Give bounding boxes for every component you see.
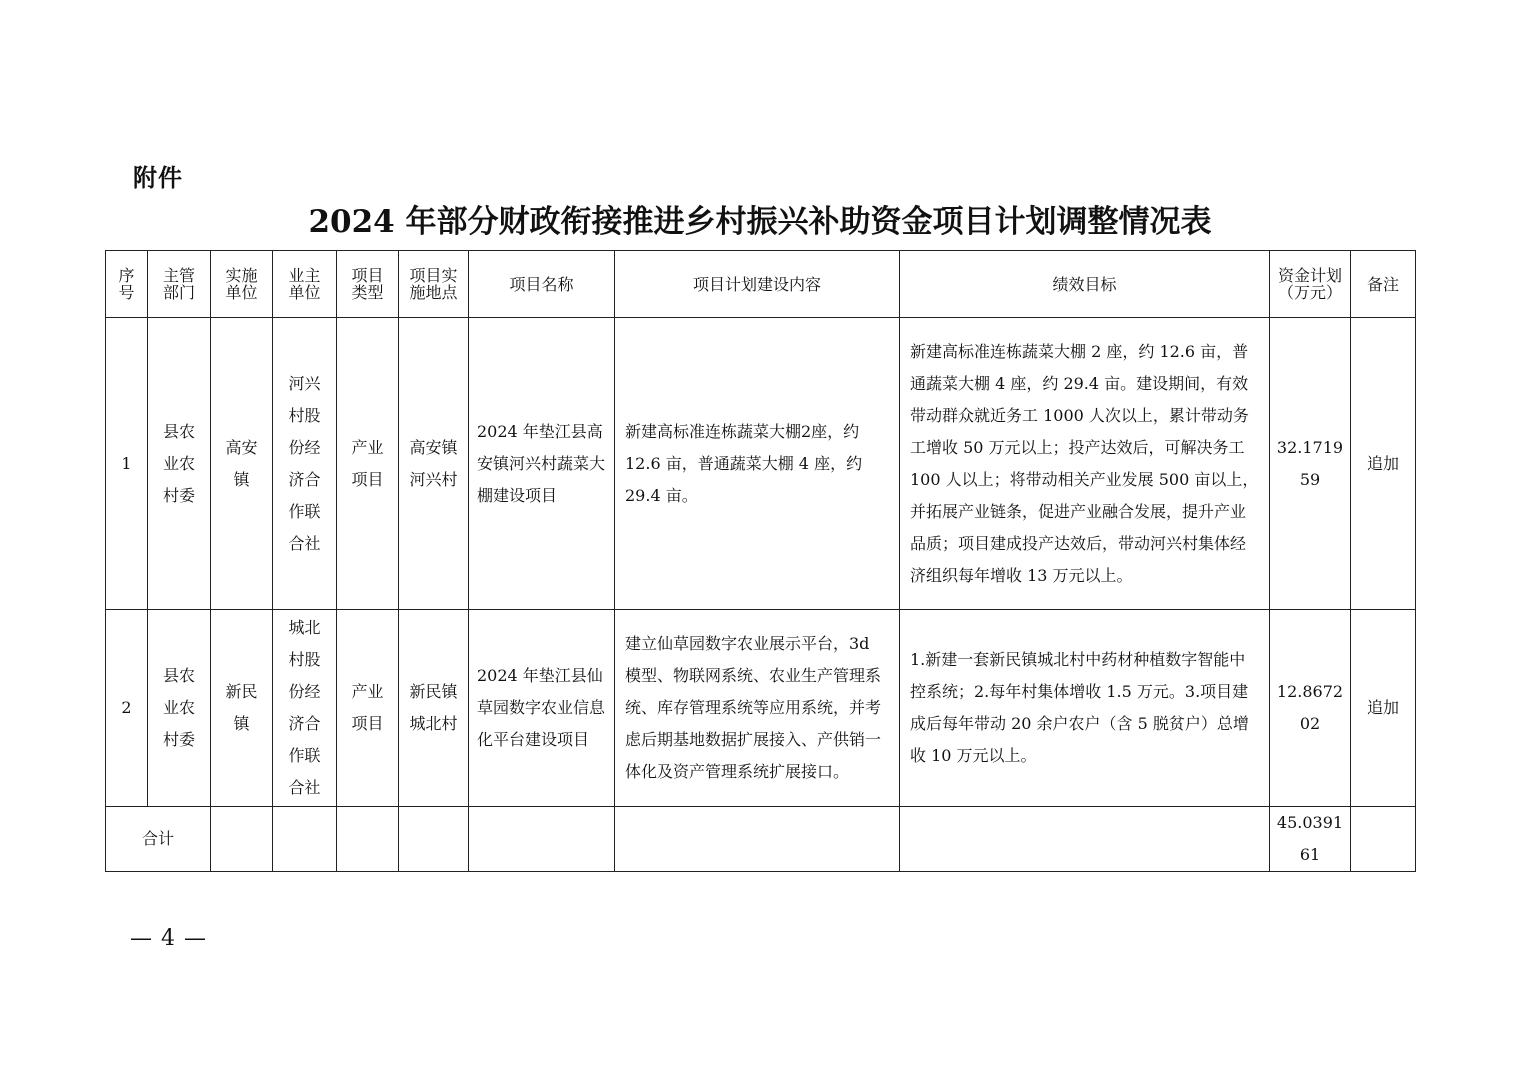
header-dept: 主管部门	[148, 251, 211, 318]
cell-project-name: 2024 年垫江县仙草园数字农业信息化平台建设项目	[469, 610, 615, 807]
cell-impl-unit: 新民镇	[211, 610, 273, 807]
cell-dept: 县农业农村委	[148, 610, 211, 807]
cell-impl-unit: 高安镇	[211, 318, 273, 610]
cell-remark: 追加	[1351, 610, 1416, 807]
cell-content: 建立仙草园数字农业展示平台，3d 模型、物联网系统、农业生产管理系统、库存管理系统等应用系统，并考虑后期基地数据扩展接入、产供销一体化及资产管理系统扩展接口。	[615, 610, 900, 807]
header-remark: 备注	[1351, 251, 1416, 318]
cell-goal: 新建高标准连栋蔬菜大棚 2 座，约 12.6 亩，普通蔬菜大棚 4 座，约 29.4 亩。建设期间，有效带动群众就近务工 1000 人次以上，累计带动务工增收 50 万元以上；投产达效后，可解决务工 100 人以上；将带动相关产业发展 500 亩以上，并拓展产业链条，促进产业融合发展，提升产业品质；项目建成投产达效后，带动河兴村集体经济组织每年增收 13 万元以上。	[900, 318, 1270, 610]
project-table	[105, 250, 1416, 872]
cell-seq: 2	[106, 610, 148, 807]
cell-seq: 1	[106, 318, 148, 610]
document-title: 2024 年部分财政衔接推进乡村振兴补助资金项目计划调整情况表	[308, 204, 1212, 240]
cell-amount: 32.171959	[1270, 318, 1351, 610]
cell-project-name: 2024 年垫江县高安镇河兴村蔬菜大棚建设项目	[469, 318, 615, 610]
header-owner: 业主单位	[273, 251, 337, 318]
total-empty-cell	[615, 807, 900, 872]
attachment-label: 附件	[133, 164, 183, 192]
cell-owner: 河兴村股份经济合作联合社	[273, 318, 337, 610]
table-row	[106, 318, 1416, 610]
total-empty-cell	[399, 807, 469, 872]
header-goal: 绩效目标	[900, 251, 1270, 318]
cell-owner: 城北村股份经济合作联合社	[273, 610, 337, 807]
cell-amount: 12.867202	[1270, 610, 1351, 807]
total-empty-cell	[900, 807, 1270, 872]
cell-content: 新建高标准连栋蔬菜大棚2座，约 12.6 亩，普通蔬菜大棚 4 座，约 29.4 亩。	[615, 318, 900, 610]
header-type: 项目类型	[337, 251, 399, 318]
cell-remark: 追加	[1351, 318, 1416, 610]
page-number: — 4 —	[130, 926, 207, 951]
total-empty-cell	[469, 807, 615, 872]
table-header-row	[106, 251, 1416, 318]
total-row	[106, 807, 1416, 872]
cell-location: 高安镇河兴村	[399, 318, 469, 610]
total-label: 合计	[106, 807, 211, 872]
cell-goal: 1.新建一套新民镇城北村中药材种植数字智能中控系统；2.每年村集体增收 1.5 万元。3.项目建成后每年带动 20 余户农户（含 5 脱贫户）总增收 10 万元以上。	[900, 610, 1270, 807]
header-location: 项目实施地点	[399, 251, 469, 318]
header-amount: 资金计划（万元）	[1270, 251, 1351, 318]
header-content: 项目计划建设内容	[615, 251, 900, 318]
table-row	[106, 610, 1416, 807]
total-empty-cell	[337, 807, 399, 872]
header-seq: 序号	[106, 251, 148, 318]
total-amount: 45.039161	[1270, 807, 1351, 872]
cell-type: 产业项目	[337, 318, 399, 610]
total-empty-cell	[211, 807, 273, 872]
total-empty-cell	[273, 807, 337, 872]
cell-dept: 县农业农村委	[148, 318, 211, 610]
total-empty-cell	[1351, 807, 1416, 872]
header-impl-unit: 实施单位	[211, 251, 273, 318]
cell-type: 产业项目	[337, 610, 399, 807]
cell-location: 新民镇城北村	[399, 610, 469, 807]
header-name: 项目名称	[469, 251, 615, 318]
